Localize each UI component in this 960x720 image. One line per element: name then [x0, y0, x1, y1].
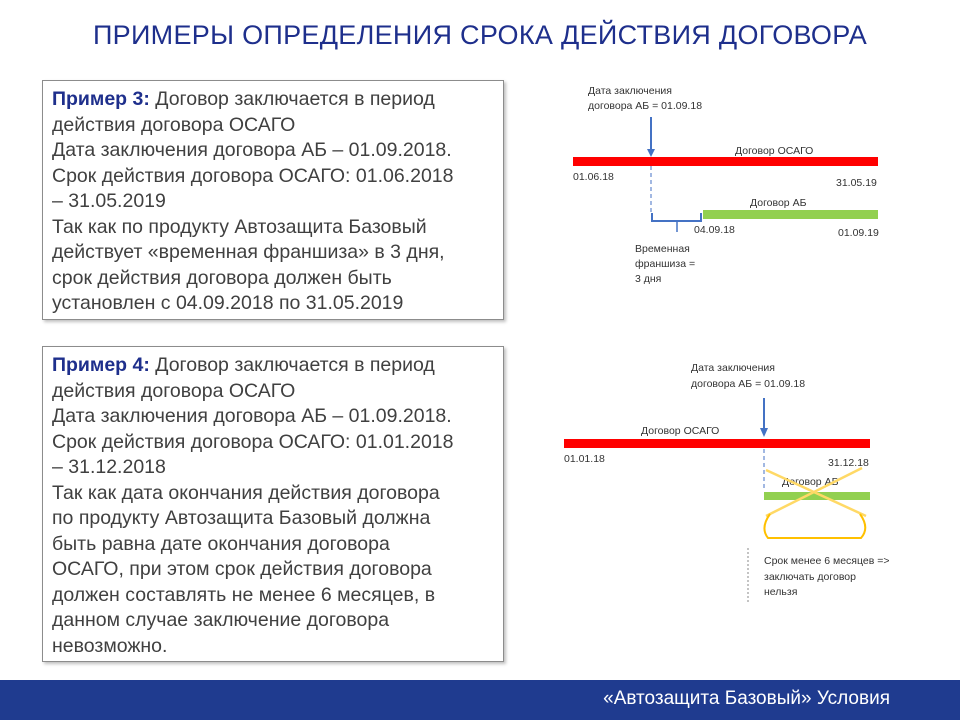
example-3-line-5: – 31.05.2019 [52, 190, 166, 212]
d2-note-2: заключать договор [764, 571, 856, 583]
d1-franchise-bracket [652, 213, 701, 221]
example-3-line-2: действия договора ОСАГО [52, 113, 296, 136]
example-3-label: Пример 3: [52, 88, 150, 110]
example-4-line-7: по продукту Автозащита Базовый должна [52, 507, 431, 529]
d1-conclusion-label-2: договора АБ = 01.09.18 [588, 100, 703, 112]
example-4-line-2: действия договора ОСАГО [52, 379, 296, 402]
d1-osago-end: 31.05.19 [836, 177, 877, 189]
example-3-line-4: Срок действия договора ОСАГО: 01.06.2018 [52, 164, 454, 187]
example-4-line-6: Так как дата окончания действия договора [52, 481, 440, 504]
d1-franchise-2: франшиза = [635, 258, 696, 270]
example-4-line-1: Пример 4: Договор заключается в период [52, 354, 435, 376]
footer-bar [0, 680, 960, 720]
example-4-line-10: должен составлять не менее 6 месяцев, в [52, 583, 436, 606]
example-4-line-12: невозможно. [52, 634, 168, 657]
page-title: ПРИМЕРЫ ОПРЕДЕЛЕНИЯ СРОКА ДЕЙСТВИЯ ДОГОВОРА [92, 20, 868, 50]
d2-ab-label: Договор АБ [782, 476, 839, 488]
d1-franchise-1: Временная [635, 243, 690, 255]
example-4-line-3: Дата заключения договора АБ – 01.09.2018. [52, 405, 452, 427]
example-4-line-5: – 31.12.2018 [52, 456, 166, 478]
example-3-line-9: установлен с 04.09.2018 по 31.05.2019 [52, 292, 404, 314]
example-3-line-1: Пример 3: Договор заключается в период [52, 88, 435, 110]
d1-arrow-head [647, 149, 655, 157]
example-3-line-7: действует «временная франшиза» в 3 дня, [52, 241, 445, 263]
d1-franchise-3: 3 дня [635, 273, 662, 285]
d2-osago-label: Договор ОСАГО [641, 425, 720, 437]
d1-osago-start: 01.06.18 [573, 171, 614, 183]
d1-ab-label: Договор АБ [750, 197, 807, 209]
d1-conclusion-label-1: Дата заключения [588, 85, 672, 97]
d1-ab-end: 01.09.19 [838, 227, 879, 239]
d2-note-3: нельзя [764, 586, 798, 598]
d2-osago-start: 01.01.18 [564, 453, 605, 465]
example-4-line-8: быть равна дате окончания договора [52, 532, 390, 555]
example-4-line-9: ОСАГО, при этом срок действия договора [52, 558, 432, 580]
d2-bracket [764, 514, 865, 538]
d2-arrow-head [760, 428, 768, 437]
example-4-line-11: данном случае заключение договора [52, 609, 390, 631]
example-3-line-8: срок действия договора должен быть [52, 266, 392, 289]
d1-osago-label: Договор ОСАГО [735, 145, 814, 157]
example-3-line-3: Дата заключения договора АБ – 01.09.2018. [52, 139, 452, 161]
footer-title: «Автозащита Базовый» Условия [603, 688, 890, 709]
example-3-line-6: Так как по продукту Автозащита Базовый [52, 215, 427, 238]
example-4-label: Пример 4: [52, 354, 150, 376]
d2-note-1: Срок менее 6 месяцев => [764, 555, 890, 567]
d2-conclusion-label-2: договора АБ = 01.09.18 [691, 378, 806, 390]
d2-conclusion-label-1: Дата заключения [691, 362, 775, 374]
d2-osago-end: 31.12.18 [828, 457, 869, 469]
example-4-line-4: Срок действия договора ОСАГО: 01.01.2018 [52, 430, 454, 453]
d1-ab-start: 04.09.18 [694, 224, 735, 236]
